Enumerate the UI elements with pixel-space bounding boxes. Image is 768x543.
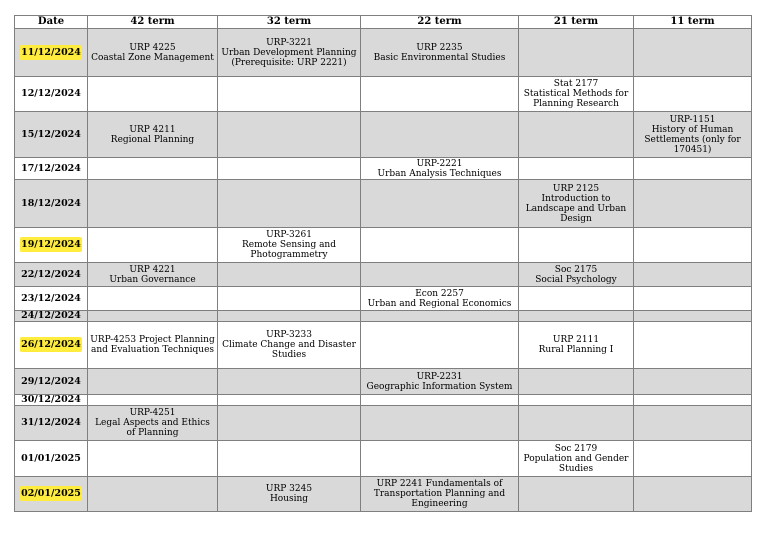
highlighted-date: 02/01/2025 xyxy=(21,488,81,499)
course-cell-32-term: URP-3221 Urban Development Planning (Prerequisite: URP 2221) xyxy=(218,29,361,77)
course-cell-21-term: URP 2111 Rural Planning I xyxy=(519,322,634,369)
course-cell-22-term: URP 2235 Basic Environmental Studies xyxy=(361,29,519,77)
header-date: Date xyxy=(15,16,88,29)
date-text: 24/12/2024 xyxy=(21,310,81,321)
course-cell-32-term xyxy=(218,263,361,287)
date-cell xyxy=(15,395,88,406)
course-cell-32-term xyxy=(218,287,361,311)
date-cell xyxy=(15,406,88,441)
course-cell-21-term xyxy=(519,158,634,180)
date-text: 01/01/2025 xyxy=(21,452,81,464)
date-cell xyxy=(15,311,88,322)
course-cell-42-term xyxy=(88,369,218,395)
table-row xyxy=(15,406,752,441)
exam-schedule-table xyxy=(14,15,752,512)
course-cell-42-term: URP 4211 Regional Planning xyxy=(88,112,218,158)
course-cell-32-term xyxy=(218,180,361,228)
date-text: 22/12/2024 xyxy=(21,268,81,280)
course-cell-32-term xyxy=(218,311,361,322)
date-text: 30/12/2024 xyxy=(21,394,81,405)
table-row xyxy=(15,180,752,228)
date-cell xyxy=(15,29,88,77)
course-cell-42-term xyxy=(88,287,218,311)
course-cell-22-term: Econ 2257 Urban and Regional Economics xyxy=(361,287,519,311)
course-cell-11-term xyxy=(634,263,752,287)
course-cell-21-term: URP 2125 Introduction to Landscape and Urban Design xyxy=(519,180,634,228)
course-cell-21-term xyxy=(519,395,634,406)
course-cell-32-term xyxy=(218,441,361,477)
header-42-term: 42 term xyxy=(88,16,218,29)
date-cell xyxy=(15,322,88,369)
course-cell-11-term xyxy=(634,158,752,180)
course-cell-22-term: URP-2231 Geographic Information System xyxy=(361,369,519,395)
date-cell xyxy=(15,158,88,180)
course-cell-11-term xyxy=(634,477,752,512)
table-row xyxy=(15,287,752,311)
header-21-term: 21 term xyxy=(519,16,634,29)
course-cell-21-term xyxy=(519,287,634,311)
course-cell-21-term xyxy=(519,406,634,441)
table-row xyxy=(15,369,752,395)
course-cell-22-term: URP-2221 Urban Analysis Techniques xyxy=(361,158,519,180)
course-cell-21-term xyxy=(519,29,634,77)
course-cell-32-term xyxy=(218,158,361,180)
course-cell-11-term xyxy=(634,180,752,228)
course-cell-32-term: URP-3233 Climate Change and Disaster Studies xyxy=(218,322,361,369)
course-cell-11-term xyxy=(634,77,752,112)
table-row xyxy=(15,477,752,512)
table-row xyxy=(15,263,752,287)
course-cell-42-term: URP-4253 Project Planning and Evaluation Techniques xyxy=(88,322,218,369)
date-text: 17/12/2024 xyxy=(21,162,81,174)
date-cell xyxy=(15,441,88,477)
course-cell-11-term xyxy=(634,29,752,77)
highlighted-date: 19/12/2024 xyxy=(21,239,81,250)
course-cell-32-term: URP 3245 Housing xyxy=(218,477,361,512)
course-cell-21-term xyxy=(519,112,634,158)
course-cell-22-term: URP 2241 Fundamentals of Transportation Planning and Engineering xyxy=(361,477,519,512)
course-cell-22-term xyxy=(361,228,519,263)
course-cell-11-term xyxy=(634,322,752,369)
date-cell xyxy=(15,180,88,228)
date-cell xyxy=(15,287,88,311)
date-text: 29/12/2024 xyxy=(21,375,81,387)
course-cell-11-term xyxy=(634,406,752,441)
course-cell-11-term xyxy=(634,395,752,406)
table-row xyxy=(15,322,752,369)
course-cell-42-term xyxy=(88,77,218,112)
course-cell-22-term xyxy=(361,311,519,322)
date-cell xyxy=(15,369,88,395)
course-cell-11-term xyxy=(634,369,752,395)
course-cell-32-term: URP-3261 Remote Sensing and Photogrammetry xyxy=(218,228,361,263)
table-row xyxy=(15,158,752,180)
course-cell-11-term: URP-1151 History of Human Settlements (only for 170451) xyxy=(634,112,752,158)
date-cell xyxy=(15,477,88,512)
course-cell-32-term xyxy=(218,77,361,112)
date-cell xyxy=(15,263,88,287)
course-cell-42-term: URP 4225 Coastal Zone Management xyxy=(88,29,218,77)
course-cell-21-term xyxy=(519,477,634,512)
course-cell-22-term xyxy=(361,180,519,228)
course-cell-42-term xyxy=(88,477,218,512)
course-cell-22-term xyxy=(361,263,519,287)
table-row xyxy=(15,77,752,112)
header-row xyxy=(15,16,752,29)
date-cell xyxy=(15,228,88,263)
course-cell-22-term xyxy=(361,112,519,158)
course-cell-22-term xyxy=(361,406,519,441)
course-cell-32-term xyxy=(218,406,361,441)
course-cell-21-term xyxy=(519,311,634,322)
course-cell-32-term xyxy=(218,112,361,158)
table-row xyxy=(15,311,752,322)
course-cell-42-term: URP-4251 Legal Aspects and Ethics of Planning xyxy=(88,406,218,441)
table-row xyxy=(15,441,752,477)
table-row xyxy=(15,228,752,263)
table-row xyxy=(15,112,752,158)
course-cell-22-term xyxy=(361,441,519,477)
date-text: 18/12/2024 xyxy=(21,197,81,209)
date-cell xyxy=(15,77,88,112)
date-cell xyxy=(15,112,88,158)
course-cell-32-term xyxy=(218,369,361,395)
course-cell-11-term xyxy=(634,287,752,311)
course-cell-42-term xyxy=(88,180,218,228)
course-cell-42-term: URP 4221 Urban Governance xyxy=(88,263,218,287)
course-cell-42-term xyxy=(88,311,218,322)
course-cell-22-term xyxy=(361,322,519,369)
course-cell-42-term xyxy=(88,228,218,263)
date-text: 31/12/2024 xyxy=(21,417,81,428)
course-cell-42-term xyxy=(88,395,218,406)
course-cell-21-term xyxy=(519,228,634,263)
course-cell-42-term xyxy=(88,441,218,477)
highlighted-date: 26/12/2024 xyxy=(21,339,81,350)
course-cell-42-term xyxy=(88,158,218,180)
header-22-term: 22 term xyxy=(361,16,519,29)
course-cell-22-term xyxy=(361,395,519,406)
date-text: 23/12/2024 xyxy=(21,292,81,304)
table-row xyxy=(15,395,752,406)
header-32-term: 32 term xyxy=(218,16,361,29)
schedule-body xyxy=(15,29,752,512)
course-cell-11-term xyxy=(634,228,752,263)
course-cell-21-term: Soc 2179 Population and Gender Studies xyxy=(519,441,634,477)
course-cell-21-term: Soc 2175 Social Psychology xyxy=(519,263,634,287)
course-cell-32-term xyxy=(218,395,361,406)
highlighted-date: 11/12/2024 xyxy=(21,46,81,58)
course-cell-21-term: Stat 2177 Statistical Methods for Planning Research xyxy=(519,77,634,112)
course-cell-22-term xyxy=(361,77,519,112)
date-text: 15/12/2024 xyxy=(21,128,81,140)
course-cell-21-term xyxy=(519,369,634,395)
table-row xyxy=(15,29,752,77)
header-11-term: 11 term xyxy=(634,16,752,29)
course-cell-11-term xyxy=(634,311,752,322)
date-text: 12/12/2024 xyxy=(21,88,81,99)
course-cell-11-term xyxy=(634,441,752,477)
